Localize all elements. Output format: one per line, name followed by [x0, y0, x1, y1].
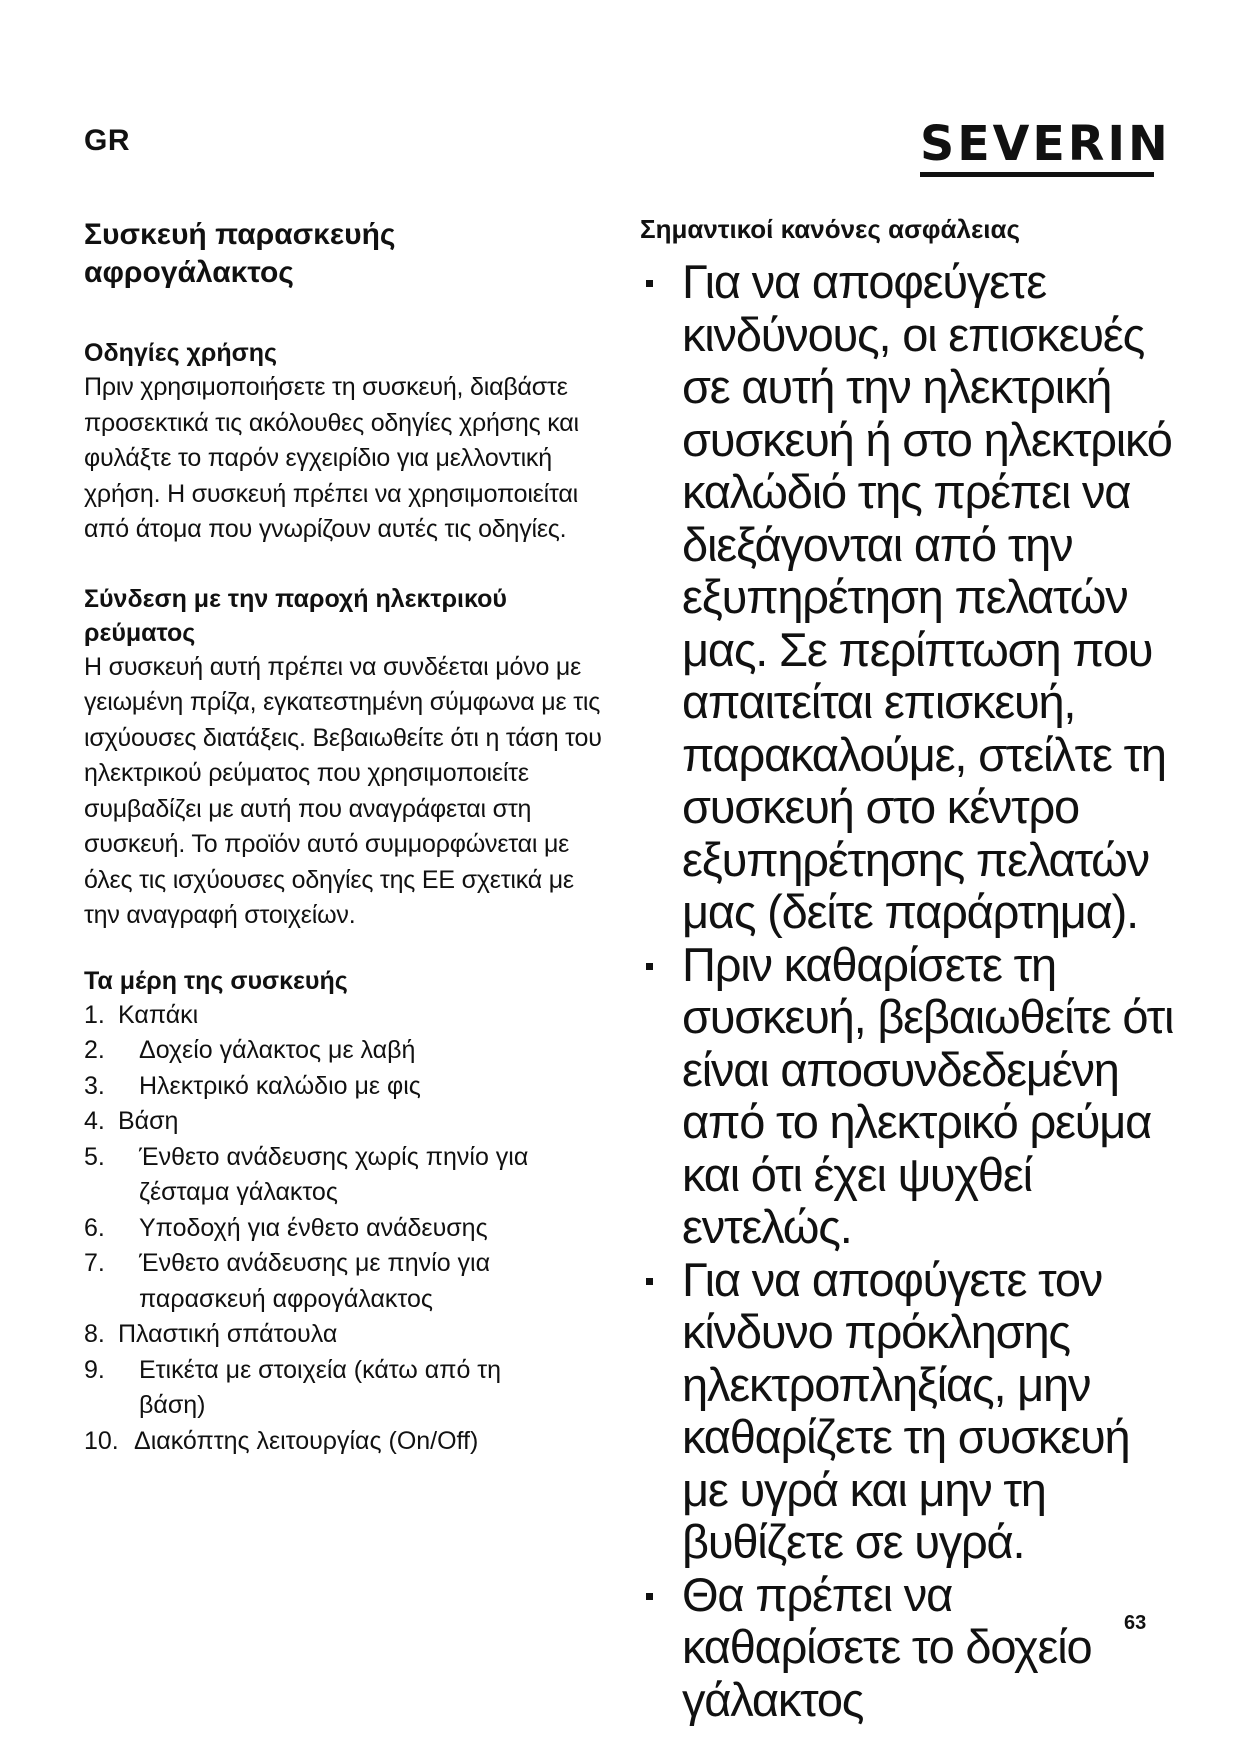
- list-item: 10. Διακόπτης λειτουργίας (On/Off): [84, 1426, 479, 1455]
- list-item: 7. Ένθετο ανάδευσης με πηνίο για παρασκευή αφρογάλακτος: [84, 1249, 491, 1313]
- list-item: 3. Ηλεκτρικό καλώδιο με φις: [84, 1071, 421, 1100]
- parts-heading: Τα μέρη της συσκευής: [84, 966, 348, 995]
- safety-heading: Σημαντικοί κανόνες ασφάλειας: [640, 214, 1021, 244]
- list-item: Για να αποφεύγετε κινδύνους, οι επισκευές σε αυτή την ηλεκτρική συσκευή ή στο ηλεκτρικό καλώδιό της πρέπει να διεξάγονται από την εξυπηρέτηση πελατών μας. Σε περίπτωση που απαιτείται επισκευή, παρακαλούμε, στείλτε τη συσκευή στο κέντρο εξυπηρέτησης πελατών μας (δείτε παράρτημα).: [640, 256, 1180, 939]
- list-item: 6. Υποδοχή για ένθετο ανάδευσης: [84, 1213, 488, 1242]
- bullet-icon: [646, 280, 653, 287]
- left-column: [84, 216, 604, 1459]
- parts-list: [84, 998, 604, 1460]
- instructions-text: Πριν χρησιμοποιήσετε τη συσκευή, διαβάστε προσεκτικά τις ακόλουθες οδηγίες χρήσης και φυλάξτε το παρόν εγχειρίδιο για μελλοντική χρήση. Η συσκευή πρέπει να χρησιμοποιείται από άτομα που γνωρίζουν αυτές τις οδηγίες.: [84, 373, 579, 543]
- connection-section: [84, 582, 604, 934]
- instructions-heading: Οδηγίες χρήσης: [84, 339, 278, 367]
- right-column: [640, 212, 1180, 1726]
- page-number: 63: [1124, 1612, 1147, 1634]
- list-item: 2. Δοχείο γάλακτος με λαβή: [84, 1036, 416, 1064]
- list-item: Θα πρέπει να καθαρίσετε το δοχείο γάλακτος: [640, 1569, 1180, 1727]
- severin-logo: [920, 116, 1171, 177]
- list-item: Για να αποφύγετε τον κίνδυνο πρόκλησης ηλεκτροπληξίας, μην καθαρίζετε τη συσκευή με υγρά και μην τη βυθίζετε σε υγρά.: [640, 1254, 1180, 1569]
- brand-wordmark: SEVERIN: [920, 116, 1171, 172]
- list-item: 9. Ετικέτα με στοιχεία (κάτω από τη βάση): [84, 1355, 502, 1419]
- list-item: 5. Ένθετο ανάδευσης χωρίς πηνίο για ζέσταμα γάλακτος: [84, 1142, 529, 1206]
- list-item: 1. Καπάκι: [84, 1000, 199, 1029]
- list-item: 8. Πλαστική σπάτουλα: [84, 1320, 338, 1348]
- document-title: Συσκευή παρασκευής αφρογάλακτος: [84, 218, 396, 289]
- bullet-icon: [646, 1593, 653, 1600]
- bullet-icon: [646, 963, 653, 970]
- language-code: GR: [84, 124, 130, 157]
- instructions-section: [84, 336, 604, 548]
- connection-text: Η συσκευή αυτή πρέπει να συνδέεται μόνο με γειωμένη πρίζα, εγκατεστημένη σύμφωνα με τις ισχύουσες διατάξεις. Βεβαιωθείτε ότι η τάση του ηλεκτρικού ρεύματος που χρησιμοποιείτε συμβαδίζει με αυτή που αναγράφεται στη συσκευή. Το προϊόν αυτό συμμορφώνεται με όλες τις ισχύουσες οδηγίες της ΕΕ σχετικά με την αναγραφή στοιχείων.: [84, 652, 602, 929]
- safety-rules-list: [640, 256, 1180, 1726]
- bullet-icon: [646, 1278, 653, 1285]
- list-item: 4. Βάση: [84, 1107, 179, 1135]
- connection-heading: Σύνδεση με την παροχή ηλεκτρικού ρεύματος: [84, 584, 507, 647]
- list-item: Πριν καθαρίσετε τη συσκευή, βεβαιωθείτε ότι είναι αποσυνδεδεμένη από το ηλεκτρικό ρεύμα και ότι έχει ψυχθεί εντελώς.: [640, 939, 1180, 1254]
- logo-underline: [920, 172, 1154, 177]
- parts-section: [84, 964, 604, 1460]
